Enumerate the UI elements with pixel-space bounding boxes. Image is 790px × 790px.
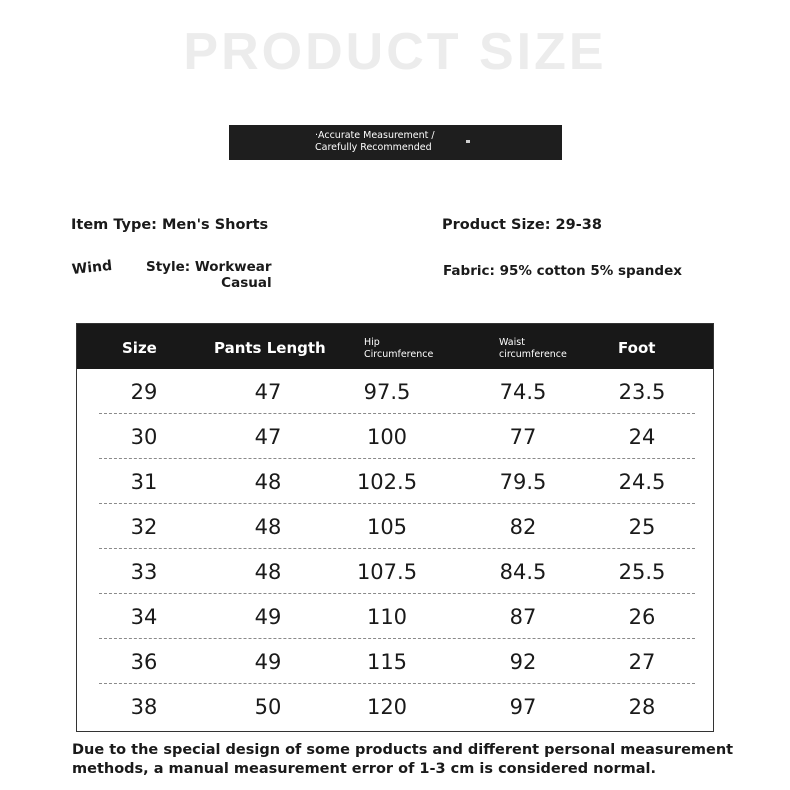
hero-title: PRODUCT SIZE — [183, 23, 607, 81]
header-hip-line-2: Circumference — [364, 349, 434, 360]
table-row — [77, 369, 713, 414]
style-line-1: Style: Workwear — [146, 259, 272, 275]
table-row — [77, 684, 713, 729]
cell-size: 31 — [130, 470, 158, 494]
cell-pants-length: 47 — [254, 380, 282, 404]
cell-foot: 27 — [628, 650, 656, 674]
cell-waist: 82 — [509, 515, 537, 539]
cell-waist: 87 — [509, 605, 537, 629]
cell-foot: 23.5 — [618, 380, 666, 404]
measurement-badge — [229, 125, 562, 160]
cell-pants-length: 50 — [254, 695, 282, 719]
footnote-line-1: Due to the special design of some products and different personal measurement — [72, 742, 734, 758]
table-header — [77, 324, 713, 369]
cell-hip: 102.5 — [356, 470, 418, 494]
cell-size: 38 — [130, 695, 158, 719]
table-row — [77, 459, 713, 504]
cell-size: 29 — [130, 380, 158, 404]
cell-size: 32 — [130, 515, 158, 539]
cell-hip: 115 — [366, 650, 408, 674]
table-row — [77, 504, 713, 549]
header-foot: Foot — [618, 339, 656, 357]
cell-pants-length: 49 — [254, 605, 282, 629]
cell-waist: 84.5 — [499, 560, 547, 584]
cell-pants-length: 48 — [254, 560, 282, 584]
cell-hip: 97.5 — [363, 380, 411, 404]
cell-size: 34 — [130, 605, 158, 629]
table-row — [77, 414, 713, 459]
cell-size: 30 — [130, 425, 158, 449]
cell-pants-length: 47 — [254, 425, 282, 449]
item-type-label: Item Type: Men's Shorts — [71, 217, 269, 233]
badge-line-1: ·Accurate Measurement / — [315, 130, 435, 141]
cell-pants-length: 48 — [254, 470, 282, 494]
cell-pants-length: 49 — [254, 650, 282, 674]
header-waist-circumference — [499, 337, 567, 361]
table-row — [77, 549, 713, 594]
cell-hip: 105 — [366, 515, 408, 539]
header-waist-line-1: Waist — [499, 337, 525, 348]
table-row — [77, 594, 713, 639]
style-label — [146, 259, 272, 291]
wind-label: Wind — [71, 257, 113, 278]
header-hip-circumference — [364, 337, 433, 361]
header-waist-line-2: circumference — [499, 349, 567, 360]
size-table — [76, 323, 714, 732]
cell-foot: 28 — [628, 695, 656, 719]
cell-size: 33 — [130, 560, 158, 584]
style-line-2: Casual — [221, 275, 272, 291]
cell-foot: 25.5 — [618, 560, 666, 584]
fabric-label: Fabric: 95% cotton 5% spandex — [443, 263, 682, 279]
header-pants-length: Pants Length — [214, 339, 326, 357]
cell-waist: 77 — [509, 425, 537, 449]
measurement-footnote — [72, 741, 772, 779]
cell-foot: 24.5 — [618, 470, 666, 494]
cell-waist: 79.5 — [499, 470, 547, 494]
cell-hip: 120 — [366, 695, 408, 719]
cell-size: 36 — [130, 650, 158, 674]
header-size: Size — [122, 339, 157, 357]
cell-pants-length: 48 — [254, 515, 282, 539]
cell-waist: 97 — [509, 695, 537, 719]
cell-waist: 92 — [509, 650, 537, 674]
cell-waist: 74.5 — [499, 380, 547, 404]
cell-hip: 110 — [366, 605, 408, 629]
cell-foot: 26 — [628, 605, 656, 629]
badge-text — [315, 130, 435, 154]
cell-foot: 24 — [628, 425, 656, 449]
cell-hip: 107.5 — [356, 560, 418, 584]
table-row — [77, 639, 713, 684]
product-size-label: Product Size: 29-38 — [442, 217, 602, 233]
cell-foot: 25 — [628, 515, 656, 539]
cell-hip: 100 — [366, 425, 408, 449]
footnote-line-2: methods, a manual measurement error of 1-3 cm is considered normal. — [72, 761, 656, 777]
badge-line-2: Carefully Recommended — [315, 142, 432, 153]
header-hip-line-1: Hip — [364, 337, 380, 348]
badge-dot-icon — [466, 140, 470, 143]
